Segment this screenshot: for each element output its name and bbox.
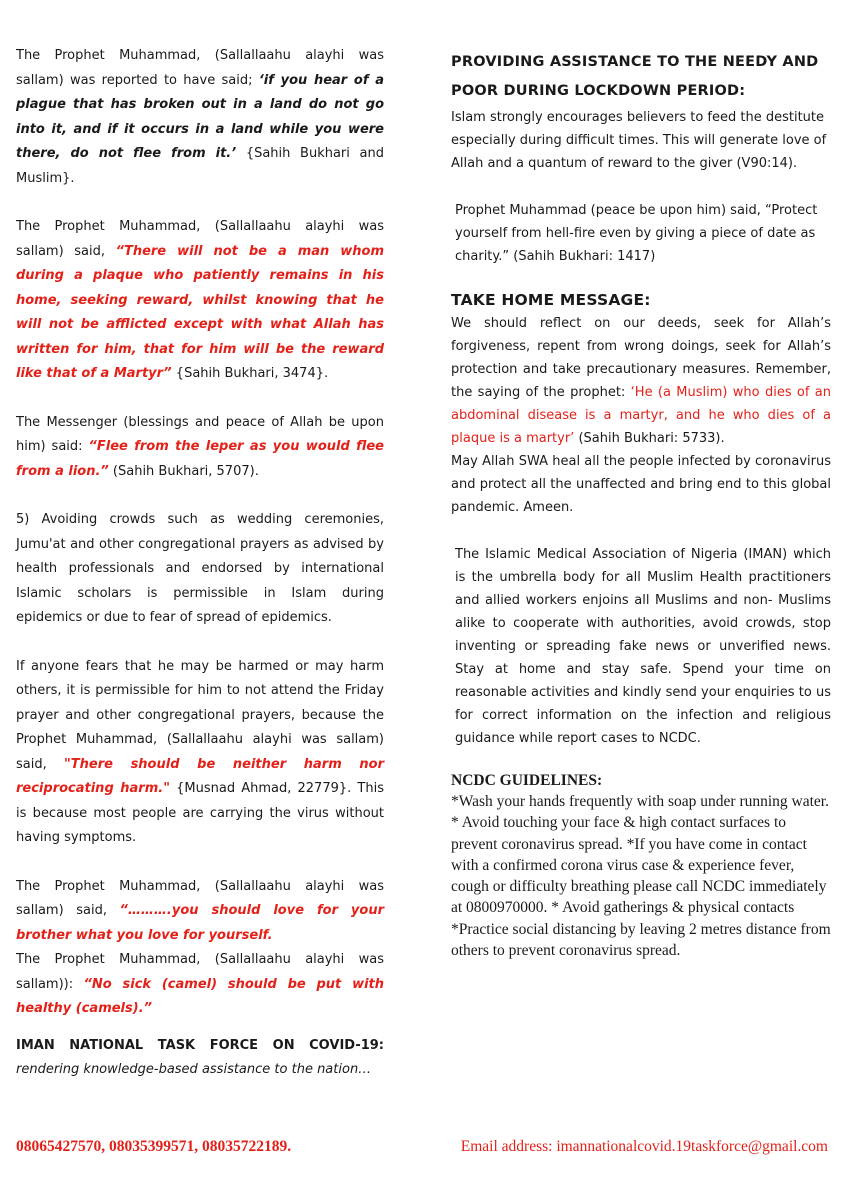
paragraph-text: The Prophet Muhammad, (Sallallaahu alayhi was sallam) was reported to have said; (16, 48, 384, 88)
paragraph-text: The Prophet Muhammad, (Sallallaahu alayhi was sallam)): (16, 952, 384, 992)
date-charity-paragraph: Prophet Muhammad (peace be upon him) said, “Protect yourself from hell-fire even by giving a piece of date as charity.” (Sahih Bukhari: 1417) (455, 203, 818, 264)
citation: (Sahih Bukhari: 5733). (574, 431, 725, 446)
friday-prayer-paragraph (16, 655, 384, 851)
citation: (Sahih Bukhari, 5707). (108, 463, 259, 479)
hadith-quote: ‘He (a Muslim) who dies of an abdominal disease is a martyr, and he who dies of a plaque is a martyr’ (451, 385, 831, 446)
paragraph-text: We should reflect on our deeds, seek for Allah’s forgiveness, repent from wrong doings, seek for Allah’s protection and take precautionary measures. Remember, the saying of the prophet: (451, 316, 831, 400)
citation: {Musnad Ahmad, 22779}. This is because most people are carrying the virus without having symptoms. (16, 781, 384, 845)
citation: {Sahih Bukhari and Muslim}. (16, 146, 384, 186)
paragraph-text: If anyone fears that he may be harmed or may harm others, it is permissible for him to not attend the Friday prayer and other congregational prayers, because the Prophet Muhammad, (Sallallaahu alayhi was sallam) said, (16, 658, 384, 772)
iman-paragraph: The Islamic Medical Association of Nigeria (IMAN) which is the umbrella body for all Muslim Health practitioners and allied workers enjoins all Muslims and non- Muslims alike to cooperate with authorities, avoid crowds, stop inventing or spreading fake news or unverified news. Stay at home and stay safe. Spend your time on reasonable activities and kindly send your enquiries to us for correct information on the infection and religious guidance while report cases to NCDC. (455, 547, 831, 746)
paragraph-text: The Prophet Muhammad, (Sallallaahu alayhi was sallam) said, (16, 219, 384, 259)
paragraph-text: The Messenger (blessings and peace of Allah be upon him) said: (16, 414, 384, 454)
task-force-signature (16, 1034, 384, 1083)
hadith-quote: “……….you should love for your brother what you love for yourself. (16, 903, 385, 943)
prayer-paragraph: May Allah SWA heal all the people infected by coronavirus and protect all the unaffected and bring end to this global pandemic. Ameen. (451, 454, 831, 515)
hadith-camel-paragraph (16, 948, 384, 1022)
hadith-martyr-paragraph (16, 215, 384, 387)
task-force-tagline: rendering knowledge-based assistance to the nation… (16, 1062, 372, 1077)
reflect-paragraph (451, 312, 831, 450)
charity-paragraph: Islam strongly encourages believers to feed the destitute especially during difficult times. This will generate love of Allah and a quantum of reward to the giver (V90:14). (451, 110, 827, 171)
phone-numbers: 08065427570, 08035399571, 08035722189. (16, 1138, 292, 1155)
hadith-quote: "There should be neither harm nor reciprocating harm." (16, 756, 384, 796)
left-column (16, 44, 384, 1083)
heading-take-home: TAKE HOME MESSAGE: (451, 291, 651, 309)
paragraph-text: The Prophet Muhammad, (Sallallaahu alayhi was sallam) said, (16, 878, 384, 918)
task-force-name: IMAN NATIONAL TASK FORCE ON COVID-19: (16, 1037, 384, 1053)
hadith-quote: ‘if you hear of a plague that has broken out in a land do not go into it, and if it occurs in a land while you were there, do not flee from it.’ (16, 72, 384, 161)
right-column (451, 48, 831, 961)
hadith-quote: “There will not be a man whom during a plaque who patiently remains in his home, seeking reward, whilst knowing that he will not be afflicted except with what Allah has written for him, that for him will be the reward like that of a Martyr” (16, 243, 384, 381)
hadith-quote: “No sick (camel) should be put with healthy (camels).” (16, 976, 385, 1016)
hadith-quote: “Flee from the leper as you would flee from a lion.” (16, 439, 385, 479)
hadith-leper-paragraph (16, 411, 384, 485)
hadith-plague-paragraph (16, 44, 384, 191)
heading-assistance: PROVIDING ASSISTANCE TO THE NEEDY AND POOR DURING LOCKDOWN PERIOD: (451, 54, 819, 99)
email-address: Email address: imannationalcovid.19taskforce@gmail.com (460, 1138, 828, 1155)
heading-ncdc: NCDC GUIDELINES: (451, 772, 603, 789)
ncdc-guidelines: *Wash your hands frequently with soap under running water. * Avoid touching your face & high contact surfaces to prevent coronavirus spread. *If you have come in contact with a confirmed corona virus case & experience fever, cough or difficulty breathing please call NCDC immediately at 0800970000. * Avoid gatherings & physical contacts *Practice social distancing by leaving 2 metres distance from others to prevent coronavirus spread. (451, 793, 831, 960)
citation: {Sahih Bukhari, 3474}. (171, 366, 329, 381)
hadith-love-paragraph (16, 875, 384, 949)
avoiding-crowds-paragraph: 5) Avoiding crowds such as wedding ceremonies, Jumu'at and other congregational prayers as advised by health professionals and endorsed by international Islamic scholars is permissible in Islam during epidemics or due to fear of spread of epidemics. (16, 512, 384, 625)
